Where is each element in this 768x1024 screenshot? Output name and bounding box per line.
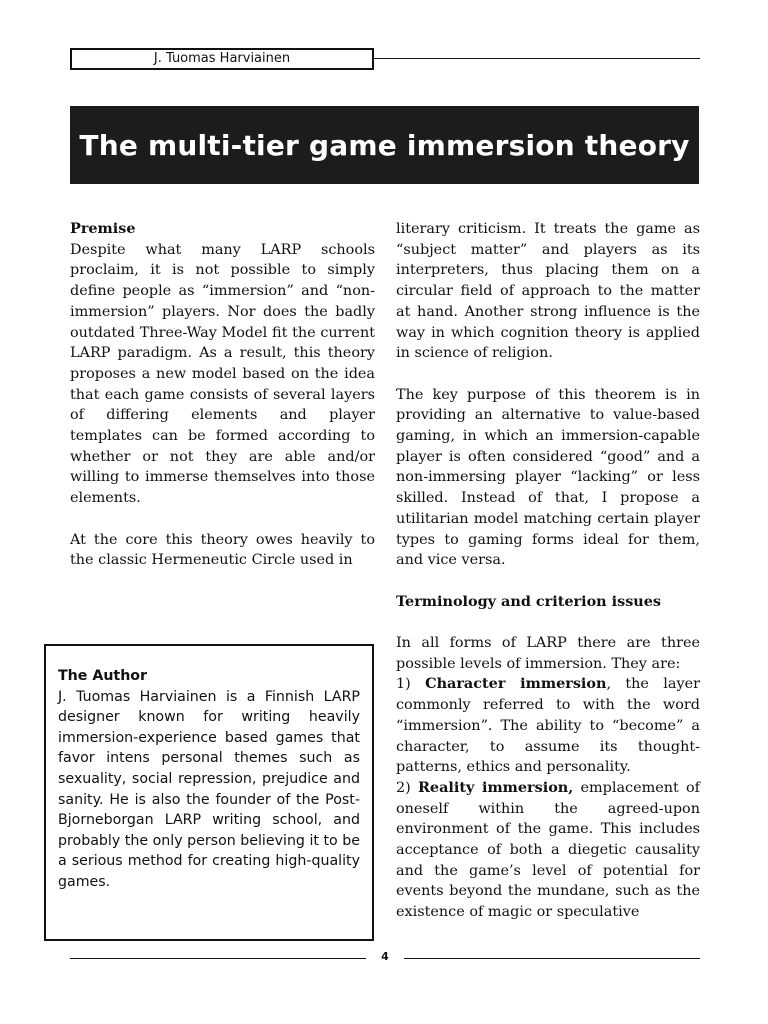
author-sidebar: [44, 644, 374, 941]
page-number: 4: [381, 950, 389, 963]
level-item-reality: [396, 778, 700, 923]
footer-rule-left: [70, 958, 366, 959]
continuation-paragraph: literary criticism. It treats the game as “subject matter” and players as its interpreters, thus placing them on a circular field of approach to the matter at hand. Another strong influence is the way in which cognition theory is applied in science of religion.: [396, 221, 700, 362]
level-item-character: [396, 674, 700, 778]
premise-paragraph: Despite what many LARP schools proclaim, it is not possible to simply define people as “immersion” and “non-immersion” players. Nor does the badly outdated Three-Way Model fit the current LARP paradigm. As a result, this theory proposes a new model based on the idea that each game consists of several layers of differing elements and player templates can be formed according to whether or not they are able and/or willing to immerse themselves into those elements.: [70, 241, 375, 507]
premise-heading: Premise: [70, 220, 136, 237]
item-number: 1): [396, 676, 426, 693]
terminology-heading: Terminology and criterion issues: [396, 592, 662, 610]
header-rule: [374, 58, 700, 59]
author-bio: J. Tuomas Harviainen is a Finnish LARP designer known for writing heavily immersion-experience based games that favor intens personal themes such as sexuality, social repression, prejudice and sanity. He is also the founder of the Post-Bjorneborgan LARP writing school, and probably the only person believing it to be a serious method for creating high-quality games.: [58, 688, 360, 890]
purpose-paragraph: The key purpose of this theorem is in providing an alternative to value-based gaming, in which an immersion-capable player is often considered “good” and a non-immersing player “lacking” or less skilled. Instead of that, I propose a utilitarian model matching certain player types to gaming forms ideal for them, and vice versa.: [396, 386, 700, 569]
item-number: 2): [396, 779, 418, 796]
levels-intro: In all forms of LARP there are three possible levels of immersion. They are:: [396, 635, 700, 672]
article-title: The multi-tier game immersion theory: [70, 106, 699, 184]
item-term: Character immersion: [425, 675, 607, 693]
author-box-title: The Author: [58, 668, 148, 684]
footer-rule-right: [404, 958, 700, 959]
item-term: Reality immersion,: [417, 778, 574, 796]
left-column: [70, 219, 375, 592]
item-description: , the layer commonly referred to with the word “immersion”. The ability to “become” a character, to assume its thought-patterns, ethics and personality.: [396, 676, 700, 776]
right-column: [396, 219, 700, 944]
running-header-author: J. Tuomas Harviainen: [70, 48, 374, 70]
core-paragraph: At the core this theory owes heavily to the classic Hermeneutic Circle used in: [70, 531, 375, 569]
item-description: emplacement of oneself within the agreed-upon environment of the game. This includes acceptance of both a diegetic causality and the game’s level of potential for events beyond the mundane, such as the existence of magic or speculative: [396, 779, 700, 921]
